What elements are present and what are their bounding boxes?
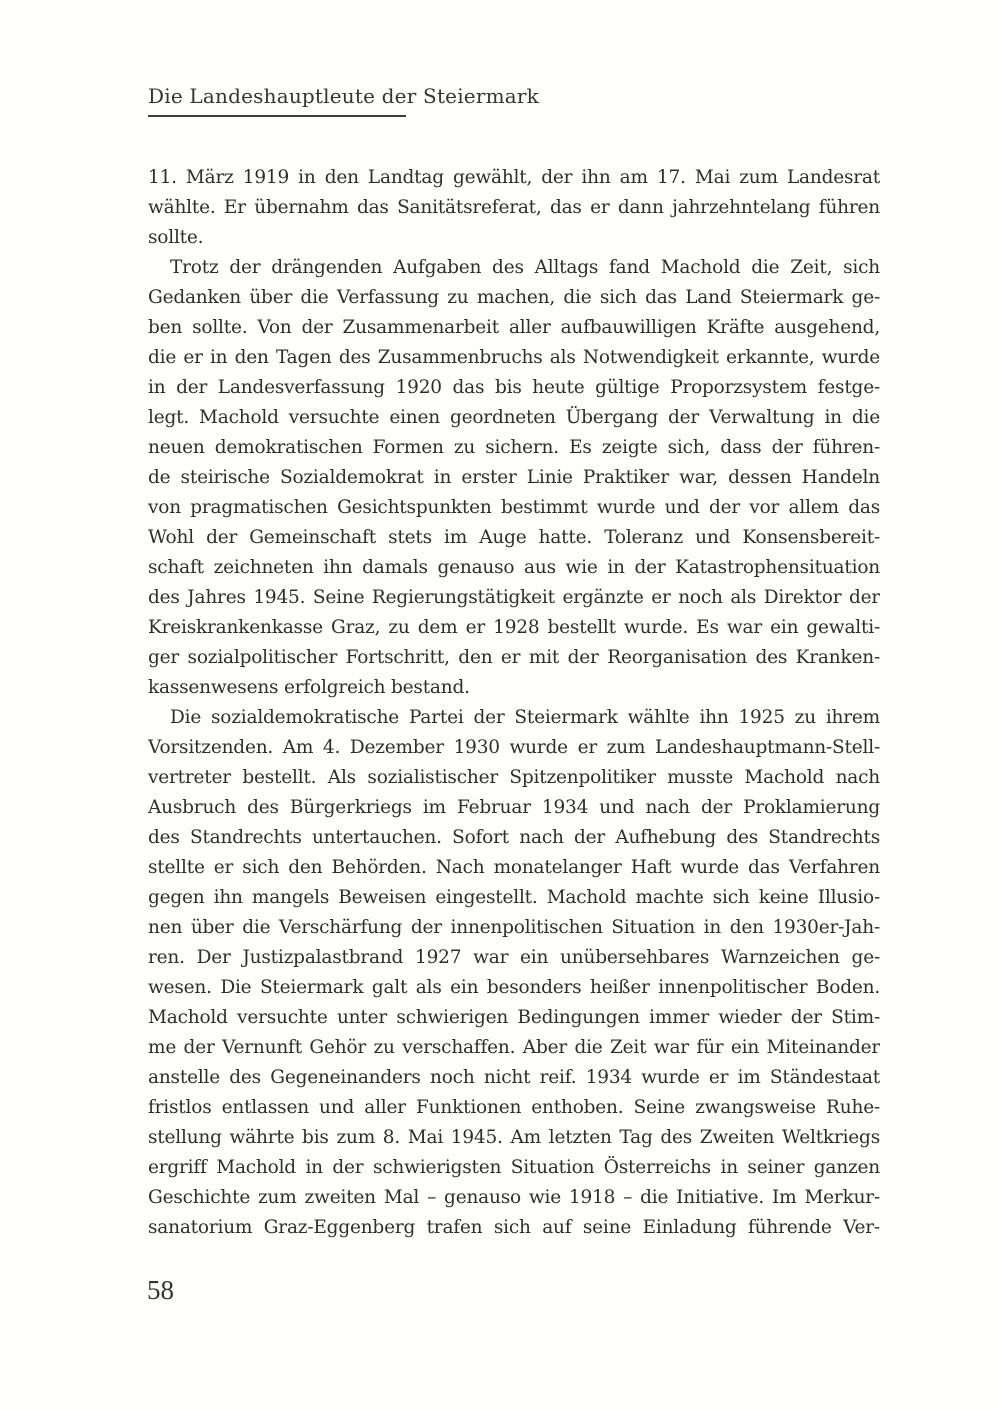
text-line: Gedanken über die Verfassung zu machen, die sich das Land Steiermark ge- xyxy=(148,287,880,308)
text-line: von pragmatischen Gesichtspunkten bestimmt wurde und der vor allem das xyxy=(148,497,880,518)
text-line: des Standrechts untertauchen. Sofort nach der Aufhebung des Standrechts xyxy=(148,827,880,848)
text-line: kassenwesens erfolgreich bestand. xyxy=(148,677,470,698)
page-header-title: Die Landeshauptleute der Steiermark xyxy=(148,84,539,108)
text-line: Die sozialdemokratische Partei der Steiermark wählte ihn 1925 zu ihrem xyxy=(170,707,880,728)
text-line: fristlos entlassen und aller Funktionen enthoben. Seine zwangsweise Ruhe- xyxy=(148,1097,880,1118)
header-underline-rule xyxy=(148,115,406,117)
text-line: Geschichte zum zweiten Mal – genauso wie 1918 – die Initiative. Im Merkur- xyxy=(148,1187,880,1208)
text-line: in der Landesverfassung 1920 das bis heute gültige Proporzsystem festge- xyxy=(148,377,880,398)
text-line: des Jahres 1945. Seine Regierungstätigkeit ergänzte er noch als Direktor der xyxy=(148,587,880,608)
text-line: de steirische Sozialdemokrat in erster Linie Praktiker war, dessen Handeln xyxy=(148,467,880,488)
text-line: ger sozialpolitischer Fortschritt, den er mit der Reorganisation des Kranken- xyxy=(148,647,880,668)
text-line: Machold versuchte unter schwierigen Bedingungen immer wieder der Stim- xyxy=(148,1007,880,1028)
text-line: die er in den Tagen des Zusammenbruchs als Notwendigkeit erkannte, wurde xyxy=(148,347,880,368)
page-number: 58 xyxy=(147,1275,174,1305)
text-body xyxy=(148,163,880,1243)
text-line: me der Vernunft Gehör zu verschaffen. Aber die Zeit war für ein Miteinander xyxy=(148,1037,880,1058)
text-line: legt. Machold versuchte einen geordneten Übergang der Verwaltung in die xyxy=(148,407,880,428)
text-line: ergriff Machold in der schwierigsten Situation Österreichs in seiner ganzen xyxy=(148,1157,880,1178)
text-line: wesen. Die Steiermark galt als ein besonders heißer innenpolitischer Boden. xyxy=(148,977,880,998)
text-line: sanatorium Graz-Eggenberg trafen sich auf seine Einladung führende Ver- xyxy=(148,1217,880,1238)
text-line: stellte er sich den Behörden. Nach monatelanger Haft wurde das Verfahren xyxy=(148,857,880,878)
text-line: 11. März 1919 in den Landtag gewählt, der ihn am 17. Mai zum Landesrat xyxy=(148,167,880,188)
text-line: schaft zeichneten ihn damals genauso aus wie in der Katastrophensituation xyxy=(148,557,880,578)
text-line: Ausbruch des Bürgerkriegs im Februar 1934 und nach der Proklamierung xyxy=(148,797,880,818)
text-line: Wohl der Gemeinschaft stets im Auge hatte. Toleranz und Konsensbereit- xyxy=(148,527,880,548)
text-line: anstelle des Gegeneinanders noch nicht reif. 1934 wurde er im Ständestaat xyxy=(148,1067,880,1088)
text-line: vertreter bestellt. Als sozialistischer Spitzenpolitiker musste Machold nach xyxy=(148,767,880,788)
text-line: neuen demokratischen Formen zu sichern. Es zeigte sich, dass der führen- xyxy=(148,437,880,458)
text-line: ben sollte. Von der Zusammenarbeit aller aufbauwilligen Kräfte ausgehend, xyxy=(148,317,880,338)
text-line: gegen ihn mangels Beweisen eingestellt. Machold machte sich keine Illusio- xyxy=(148,887,880,908)
text-line: wählte. Er übernahm das Sanitätsreferat, das er dann jahrzehntelang führen xyxy=(148,197,880,218)
text-line: ren. Der Justizpalastbrand 1927 war ein unübersehbares Warnzeichen ge- xyxy=(148,947,880,968)
text-line: stellung währte bis zum 8. Mai 1945. Am letzten Tag des Zweiten Weltkriegs xyxy=(148,1127,880,1148)
text-line: nen über die Verschärfung der innenpolitischen Situation in den 1930er-Jah- xyxy=(148,917,880,938)
text-line: sollte. xyxy=(148,227,204,248)
text-line: Kreiskrankenkasse Graz, zu dem er 1928 bestellt wurde. Es war ein gewalti- xyxy=(148,617,880,638)
text-line: Trotz der drängenden Aufgaben des Alltags fand Machold die Zeit, sich xyxy=(170,257,880,278)
running-header xyxy=(148,84,539,117)
text-line: Vorsitzenden. Am 4. Dezember 1930 wurde er zum Landeshauptmann-Stell- xyxy=(148,737,880,758)
